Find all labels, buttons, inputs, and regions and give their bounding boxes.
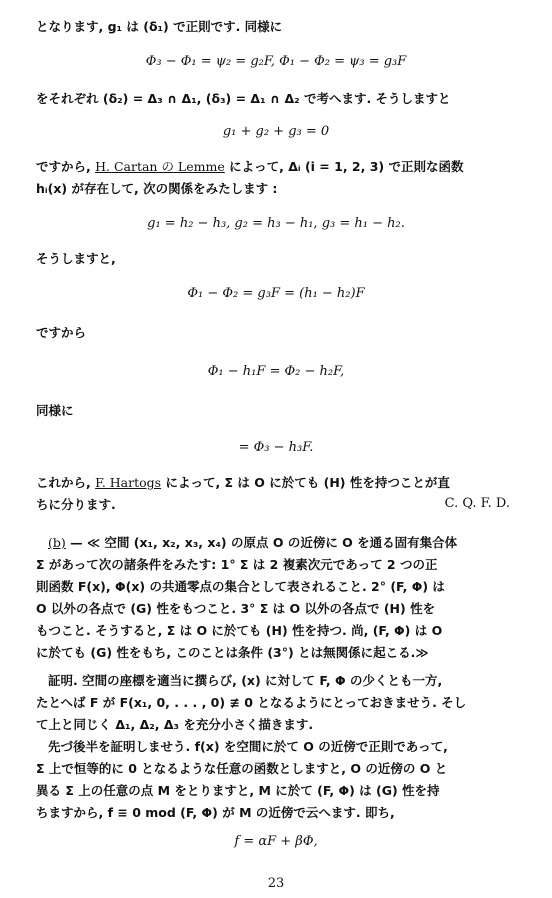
equation: f = αF + βΦ, (234, 834, 318, 849)
text-line: となります, g₁ は (δ₁) で正則です. 同様に (36, 19, 283, 34)
text-line: そうしますと, (36, 251, 116, 266)
text-line: O 以外の各点で (G) 性をもつこと. 3° Σ は O 以外の各点で (H) 性を (36, 601, 436, 616)
text-line: て上と同じく Δ₁, Δ₂, Δ₃ を充分小さく描きます. (36, 717, 314, 732)
text-line (48, 534, 457, 552)
text-line: に於ても (G) 性をもち, このことは条件 (3°) とは無関係に起こる.≫ (36, 645, 429, 660)
equation: Φ₃ − Φ₁ = ψ₂ = g₂F, Φ₁ − Φ₂ = ψ₃ = g₃F (145, 54, 407, 69)
text-span: これから, (36, 475, 91, 490)
text-line (36, 158, 464, 176)
text-line: ちますから, f ≡ 0 mod (F, Φ) が M の近傍で云へます. 即ち, (36, 805, 395, 820)
text-line: 異る Σ 上の任意の点 M をとりますと, M に於て (F, Φ) は (G) 性を持 (36, 783, 440, 798)
text-line: hᵢ(x) が存在して, 次の関係をみたします : (36, 181, 278, 196)
text-line: 証明. 空間の座標を適当に撰らび, (x) に対して F, Φ の少くとも一方, (48, 673, 443, 688)
equation: = Φ₃ − h₃F. (238, 440, 314, 455)
text-line (36, 474, 450, 492)
text-span: によって, Σ は O に於ても (H) 性を持つことが直 (165, 475, 450, 490)
text-span: によって, Δᵢ (i = 1, 2, 3) で正則な函数 (229, 159, 464, 174)
equation: Φ₁ − h₁F = Φ₂ − h₂F, (207, 364, 345, 379)
text-line: たとへば F が F(x₁, 0, . . . , 0) ≢ 0 となるようにとっておきませう. そし (36, 695, 467, 710)
text-line: 先づ後半を証明しませう. f(x) を空間に於て O の近傍で正則であって, (48, 739, 448, 754)
qed-mark: C. Q. F. D. (444, 496, 510, 511)
text-line: Σ があって次の諸条件をみたす: 1° Σ は 2 複素次元であって 2 つの正 (36, 557, 438, 572)
text-span: ですから, (36, 159, 91, 174)
section-label-b: (b) (48, 535, 66, 550)
equation: g₁ + g₂ + g₃ = 0 (222, 124, 330, 139)
text-line: Σ 上で恒等的に 0 となるような任意の函数としますと, O の近傍の O と (36, 761, 448, 776)
text-line: ですから (36, 325, 87, 340)
page-number: 23 (267, 876, 285, 891)
reference-hartogs: F. Hartogs (95, 475, 162, 490)
text-line: 同様に (36, 403, 74, 418)
text-span: — ≪ 空間 (x₁, x₂, x₃, x₄) の原点 O の近傍に O を通る固有集合体 (70, 535, 458, 550)
text-line: をそれぞれ (δ₂) = Δ₃ ∩ Δ₁, (δ₃) = Δ₁ ∩ Δ₂ で考へます. そうしますと (36, 91, 451, 106)
text-line: ちに分ります. (36, 497, 116, 512)
equation: Φ₁ − Φ₂ = g₃F = (h₁ − h₂)F (187, 286, 365, 301)
reference-cartan-lemme: H. Cartan の Lemme (95, 159, 225, 174)
text-line: 則函数 F(x), Φ(x) の共通零点の集合として表されること. 2° (F, Φ) は (36, 579, 445, 594)
text-line: もつこと. そうすると, Σ は O に於ても (H) 性を持つ. 尚, (F, Φ) は O (36, 623, 443, 638)
equation: g₁ = h₂ − h₃, g₂ = h₃ − h₁, g₃ = h₁ − h₂. (147, 216, 405, 231)
